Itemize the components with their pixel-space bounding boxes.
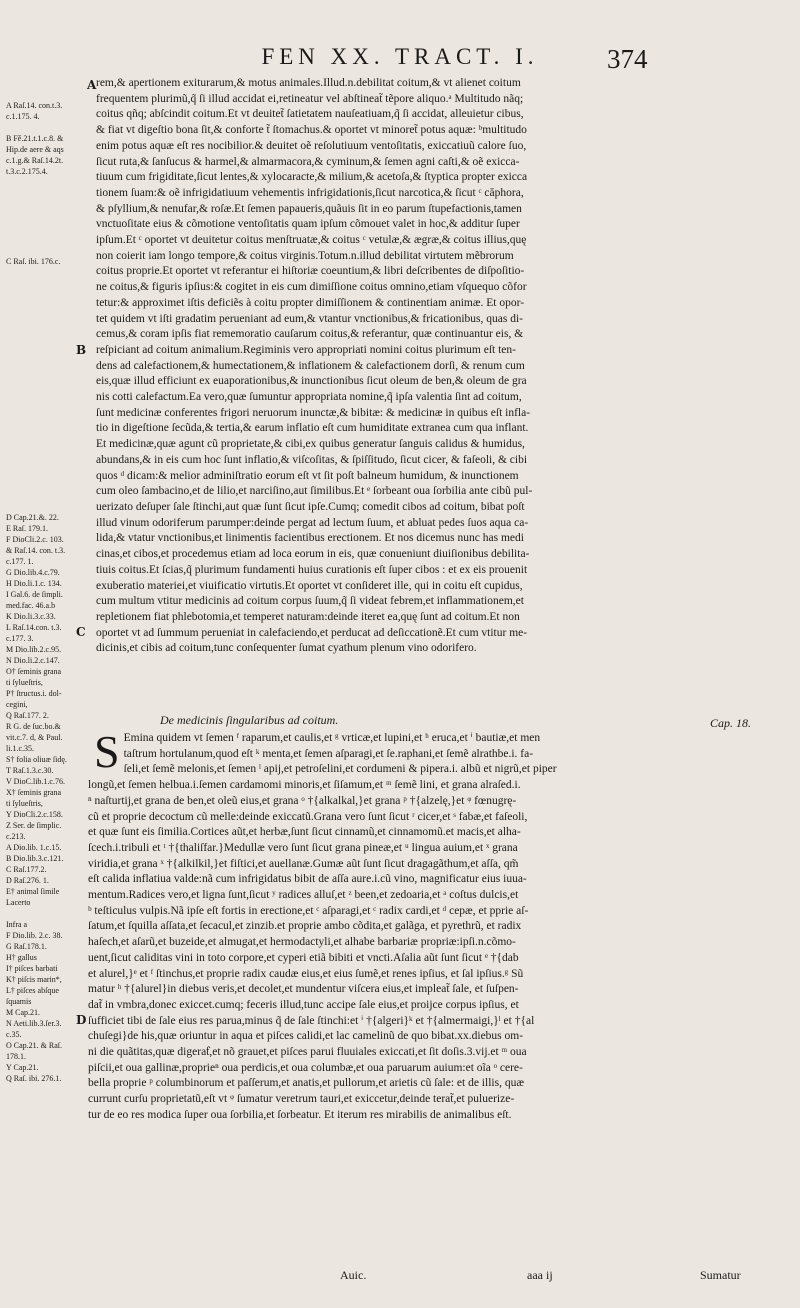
margin-note: H Dio.li.1.c. 134. [6, 579, 62, 588]
text-line: cum oleo ſambacino,et de lilio,et narciſino,aut ſimilibus.Et ᵉ ſorbeant oua ſorbilia ante cibũ pul- [96, 485, 533, 498]
text-line: eis,quæ illud efficiunt ex euaporationibus,& inunctionibus ſicut oleum de ben,& oleum de gra [96, 375, 527, 388]
text-line: reſpiciant ad coitum animalium.Regiminis vero appropriati nomini coitus plurimum eſt ten- [96, 343, 516, 356]
text-line: cũ et proprie decoctum cũ melle:deinde exiccatũ.Grana vero ſunt ſicut ʳ cicer,et ˢ fabæ,et faſeoli, [88, 810, 528, 823]
running-head: FEN XX. TRACT. I. [261, 44, 539, 69]
margin-note: vit.c.7. d, & Paul. [6, 733, 63, 742]
margin-note: P† ſtructus.i. dol- [6, 689, 62, 698]
text-line: coitus qñq; abſcindit coitum.Et vt deuitet̃ ſatietatem nauſeatiuam,q̃ ſi accidat, alleuietur cibus, [96, 108, 524, 121]
main-text-part1 [88, 76, 776, 657]
margin-note: Y DioCli.2.c.158. [6, 810, 63, 819]
text-line: illud vinum odoriferum parumper:deinde pergat ad lectum ſuum, et abluat pedes ſuos aqua ca- [96, 516, 529, 529]
margin-note: c.177. 1. [6, 557, 34, 566]
text-line: exuberatio materiei,et viuificatio virtutis.Et oportet vt conſideret ille, qui in coitu eſt cupidus, [96, 579, 523, 592]
margin-note: M Cap.21. [6, 1008, 40, 1017]
margin-note: L† piſces abſque [6, 986, 59, 995]
text-line: cum multum vtitur medicinis ad coitum corpus ſuum,q̃ ſi videat febrem,et inflammationem,et [96, 595, 524, 608]
text-line: ſicut ruta,& ſanſucus & harmel,& almarmacora,& cyminum,& ſemen agni caſti,& oẽ exicca- [96, 155, 520, 168]
text-line: cinas,et cibos,et procedemus etiam ad loca eorum in eis, quæ conueniunt diuiſionibus debilita- [96, 548, 530, 561]
text-line: ipſum.Et ᶜ oportet vt deuitetur coitus menſtruatæ,& coitus ᶜ vetulæ,& ægræ,& coitus illius,quę [96, 234, 527, 247]
section-letter-b: B [76, 343, 87, 357]
margin-note: c.213. [6, 832, 26, 841]
margin-note: L Raſ.14.con. t.3. [6, 623, 62, 632]
text-line: ſcech.i.tribuli et ᵗ †{thaliſfar.}Medullæ vero ſunt ſicut grana pineæ,et ᵘ lingua auium,et ˣ grana [88, 841, 518, 854]
text-line: taſtrum hortulanum,quod eſt ᵏ menta,et ſemen aſparagi,et ſe.raphani,et ſemẽ alrathbe.i. fa- [123, 747, 534, 760]
margin-note: Hip.de aere & aqs [6, 145, 64, 154]
margin-note [6, 122, 86, 133]
catchword-right: Sumatur [700, 1268, 741, 1282]
margin-note: F Dio.lib. 2.c. 38. [6, 931, 63, 940]
text-line: abundans,& in eis cum hoc ſunt inflatio,& viſcoſitas, & ſpiſſitudo, ſicut cicer, & faſeoli, & cibi [96, 453, 528, 466]
text-line: non coierit iam longo tempore,& coitus virginis.Totum.n.illud debilitat virtutem mẽbrorum [96, 249, 514, 262]
text-line: haſech,et aſarũ,et buzeide,et almugat,et hermodactyli,et alhabe barbariæ propriæ:ipſi.n.cõmo- [88, 936, 516, 949]
text-line: bella proprie ᵖ columbinorum et paſſerum,et anatis,et pullorum,et arietis cũ ſale: et de illis, quæ [88, 1077, 524, 1090]
margin-note: li.1.c.35. [6, 744, 34, 753]
margin-note: B Fě.21.t.1.c.8. & [6, 134, 64, 143]
margin-note: c.1.g.& Raſ.14.2t. [6, 156, 64, 165]
text-line: uerizato deſuper ſale ſtinchi,aut quæ ſunt ſicut ipſe.Cumq; comedit cibos ad coitum, bibat poſt [96, 500, 525, 513]
text-line: vnctuoſitate eius & cõmotione ventoſitatis quam ipſum cõmouet valet in hoc,& additur ſuper [96, 218, 520, 231]
text-line: chuſegi}de his,quæ oriuntur in aqua et piſces calidi,et lac camelinũ de quo bibat.xx.diebus om- [88, 1030, 524, 1043]
text-line: mentum.Radices vero,et ligna ſunt,ſicut ʸ radices alluſ,et ᶻ been,et zedoaria,et ᵃ coſtus dulcis,et [88, 889, 519, 902]
text-line: piſcii,et oua gallinæ,proprieⁿ oua perdicis,et oua columbæ,et oua paruarum auium:et oĩa ᵒ cere- [88, 1061, 523, 1074]
margin-note: E† animal ſimile [6, 887, 60, 896]
margin-note: Z Ser. de ſimplic. [6, 821, 62, 830]
text-line: tiuum cum frigiditate,ſicut lentes,& xylocaracte,& milium,& acetoſa,& ſtyptica propter exicca [96, 171, 528, 184]
margin-note [6, 908, 86, 919]
margin-note: C Raſ.177.2. [6, 865, 47, 874]
margin-note: X† ſeminis grana [6, 788, 62, 797]
margin-note: O Cap.21. & Raſ. [6, 1041, 62, 1050]
margin-note: E Raſ. 179.1. [6, 524, 48, 533]
margin-note: c.177. 3. [6, 634, 34, 643]
margin-note: N Aeti.lib.3.ſer.3. [6, 1019, 62, 1028]
margin-note: c.1.175. 4. [6, 112, 40, 121]
text-line: lida,& vtatur vnctionibus,et linimentis facientibus erectionem. Et nos dicemus nunc has medi [96, 532, 524, 545]
margin-note: ti ſylueſtris, [6, 678, 43, 687]
margin-note: I Gal.6. de ſimpli. [6, 590, 63, 599]
margin-note: & Raſ.14. con. t.3. [6, 546, 66, 555]
text-line: et quæ ſunt eis ſimilia.Cortices aũt,et herbæ,ſunt ſicut cinnamũ,et cinnamomũ.et macis,et alha- [88, 826, 521, 839]
margin-note: t.3.c.2.175.4. [6, 167, 48, 176]
text-line: tionem ſuam:& oẽ infrigidatiuum vehementis infrigidationis,ſicut narcotica,& ſicut ᶜ căphora, [96, 186, 524, 199]
text-line: enim potus aquæ eſt res nocibilior.& deuitet oẽ reſolutiuum ventoſitatis, exiccatiuũ calore ſuo, [96, 139, 527, 152]
margin-notes-top [6, 100, 86, 177]
margin-note: D Raſ.276. 1. [6, 876, 49, 885]
text-line: et alurel,}ᵉ et ᶠ ſtinchus,et proprie radix caudæ eius,et eius ſumẽ,et renes ipſius, et ſal ipſius.ᵍ Sũ [88, 967, 524, 980]
text-line: longũ,et ſemen helbua.i.ſemen cardamomi minoris,et ſiſamum,et ᵐ ſemẽ lini, et grana alraſed.i. [88, 779, 521, 792]
margin-note: Lacerto [6, 898, 31, 907]
margin-note: Q Raſ. ibi. 276.1. [6, 1074, 62, 1083]
text-line: tet quidem vt iſti gradatim perueniant ad eum,& vtantur vnctionibus,& fricationibus, quas di- [96, 312, 524, 325]
margin-note: A Dio.lib. 1.c.15. [6, 843, 62, 852]
margin-note-c: C Raſ. ibi. 176.c. [6, 257, 61, 266]
page-number: 374 [607, 44, 648, 74]
catchword-left: Auic. [340, 1268, 367, 1282]
text-line: oportet vt ad ſummum perueniat in calefaciendo,et perducat ad deſiccationẽ.Et cum vtitur me- [96, 626, 528, 639]
margin-note: ſquamis [6, 997, 32, 1006]
text-line: nis cotti calefactum.Ea vero,quæ ſumuntur appropriata nomine,q̃ ipſa valentia ſint ad coitum, [96, 391, 522, 404]
text-line: quos ᵈ dicam:& melior adminiſtratio eorum eſt vt ſit poſt balneum humidum, & inunctionem [96, 469, 519, 482]
margin-note: D Cap.21.&. 22. [6, 513, 59, 522]
text-line: tiuis coitus.Et ſcias,q̃ plurimum fundamenti huius curationis eſt ſuper cibos : et ex eis prouenit [96, 563, 528, 576]
text-line: tur de eo res modica ſuper oua ſorbilia,et ſorbeatur. Et iterum res mirabilis de animalibus eſt. [88, 1108, 512, 1121]
text-line: ſunt medicinæ conferentes frigori neruorum inunctæ,& bibitæ: & medicinæ in quibus eſt infla- [96, 406, 531, 419]
text-line: dens ad calefactionem,& humectationem,& inflationem & calefactionem dorſi, & renum cum [96, 359, 525, 372]
margin-note: O† ſeminis grana [6, 667, 62, 676]
text-line: cemus,& coram ipſis fiat rememoratio cauſarum coitus,& referantur, quæ continuantur eis, & [96, 328, 524, 341]
main-text-part2 [88, 726, 776, 1124]
text-line: dicinis,et cibis ad coitum,tunc conſequenter ſumat cyathum plenum vino odorifero. [96, 642, 477, 655]
text-line: ſeli,et ſemẽ melonis,et ſemen ˡ apij,et petroſelini,et cordumeni & pipera.i. albũ et nigrũ,et piper [123, 763, 557, 776]
drop-cap: S [94, 726, 120, 777]
margin-note: T Raſ.1.3.c.30. [6, 766, 54, 775]
margin-note: med.fac. 46.a.b [6, 601, 56, 610]
margin-note: ti ſylueſtris, [6, 799, 43, 808]
margin-notes-bottom [6, 512, 86, 1084]
margin-note: A Raſ.14. con.t.3. [6, 101, 63, 110]
text-line: tio in digeſtione ſecũda,& tertia,& earum inflatio eſt cum humiditate extranea cum qua inflant. [96, 422, 529, 435]
margin-note: I† piſces barbati [6, 964, 58, 973]
margin-note: M Dio.lib.2.c.95. [6, 645, 62, 654]
chapter-number: Cap. 18. [710, 716, 752, 730]
text-line: tetur:& approximet iſtis deficiẽs à coitu propter dimiſſionem & continentiam animæ. Et opor- [96, 296, 525, 309]
text-line: ⁿ naſturtij,et grana de ben,et oleũ eius,et grana ᵒ †{alkalkal,}et grana ᵖ †{alzelę,}et ᵠ fœnugrę- [88, 794, 517, 807]
text-line: uent,ſicut caliditas vini in toto corpore,et cyperi etiã bibiti et vncti.Aſalia aũt ſunt ſicut ᵉ †{dab [88, 951, 519, 964]
text-line: ne coitus,& figuris ipſius:& cogitet in eis cum dimiſſione coitus omnino,etiam vſquequo cõfor [96, 281, 527, 294]
margin-note: K Dio.li.3.c.33. [6, 612, 56, 621]
margin-note: V DioC.lib.1.c.76. [6, 777, 65, 786]
text-line: matur ʰ †{alurel}in diebus veris,et decolet,et mundentur viſcera eius,et impleat̃ ſale, et ſuſpen- [88, 983, 519, 996]
text-line: dat̃ in vmbra,donec exiccet.cumq; feceris illud,tunc accipe ſale eius,et proijce corpus ipſius, et [88, 998, 519, 1011]
margin-note: G Dio.lib.4.c.79. [6, 568, 60, 577]
text-line: viridia,et grana ˣ †{alkilkil,}et fiſtici,et auellanæ.Gumæ aũt ſunt ſicut dragagãthum,et aſſa, qm̃ [88, 857, 519, 870]
margin-note: Q Raſ.177. 2. [6, 711, 49, 720]
section-letter-a: A [87, 78, 97, 92]
margin-note: H† gallus [6, 953, 37, 962]
section-letter-c: C [76, 625, 86, 639]
text-line: ſatum,et ſquilla aſſata,et ſecacul,et zinzib.et proprie ambo cõdita,et galãga, et pyrethrũ, et radix [88, 920, 522, 933]
section-letter-d: D [76, 1013, 87, 1027]
margin-note: K† piſcis marin*, [6, 975, 62, 984]
margin-note: G Raſ.178.1. [6, 942, 47, 951]
text-line: ᵇ teſticulus vulpis.Nã ipſe eſt fortis in erectione,et ᶜ aſparagi,et ᶜ radix cardi,et ᵈ cepæ, et pprie aſ- [88, 904, 529, 917]
text-line: Et medicinæ,quæ agunt cũ proprietate,& cibi,ex quibus generatur ſanguis calidus & humidus, [96, 438, 525, 451]
margin-note: F DioCli.2.c. 103. [6, 535, 64, 544]
margin-note: c.35. [6, 1030, 22, 1039]
margin-note: N Dio.li.2.c.147. [6, 656, 60, 665]
text-line: currunt curſu proprietatũ,eſt vt ᵠ ſumatur veretrum tauri,et exiccetur,deinde terat̃,et puluerize- [88, 1093, 515, 1106]
text-line: repletionem fiat phlebotomia,et temperet naturam:deinde iteret ea,quę ſunt ad coitum.Et non [96, 610, 520, 623]
text-line: Emina quidem vt ſemen ᶠ raparum,et caulis,et ᵍ vrticæ,et lupini,et ʰ eruca,et ⁱ bautiæ,et men [123, 732, 541, 744]
text-line: rem,& apertionem exiturarum,& motus animales.Illud.n.debilitat coitum,& vt alienet coitum [96, 77, 521, 89]
signature-mark: aaa ij [527, 1268, 553, 1282]
margin-note: Infra a [6, 920, 28, 929]
margin-note: B Dio.lib.3.c.121. [6, 854, 64, 863]
chapter-title: De medicinis ſingularibus ad coitum. [160, 713, 339, 727]
text-line: ni die quãtitas,quæ digeraƭ,et nõ grauet,et piſces parui fluuiales exiccati,et ſit doſis.3.vij.et ᵐ oua [88, 1046, 527, 1059]
margin-note: cegini, [6, 700, 28, 709]
text-line: ſufficiet tibi de ſale eius res parua,minus q̃ de ſale ſtinchi:et ⁱ †{algeri}ᵏ et †{almermaigi,}ˡ et †{al [88, 1014, 535, 1027]
text-line: & pſyllium,& nenufar,& roſæ.Et ſemen papaueris,quãuis ſit in eo parum ſtupefactionis,tamen [96, 202, 522, 215]
margin-note: S† folia oliuæ ſidę. [6, 755, 67, 764]
text-line: coitus proprie.Et oportet vt referantur ei hiſtoriæ coeuntium,& libri deſcribentes de diſpoſitio- [96, 265, 525, 278]
text-line: eſt calida inflatiua valde:nã cum infrigidatus bibit de aſſa aure.i.cũ vino, magnificatur eius iuua- [88, 873, 527, 886]
text-line: frequentem plurimũ,q̃ ſi illud accidat ei,retineatur vel abſtineat̃ tẽpore aliquo.ᵃ Multitudo nãq; [96, 92, 524, 105]
text-line: & fiat vt digeſtio bona ſit,& conforte t̃ ſtomachus.& oportet vt minoret̃ potus aquæ: ᵇmultitudo [96, 124, 527, 137]
margin-note: 178.1. [6, 1052, 26, 1061]
margin-note: Y Cap.21. [6, 1063, 39, 1072]
margin-note: R G. de ſuc.bo.& [6, 722, 61, 731]
